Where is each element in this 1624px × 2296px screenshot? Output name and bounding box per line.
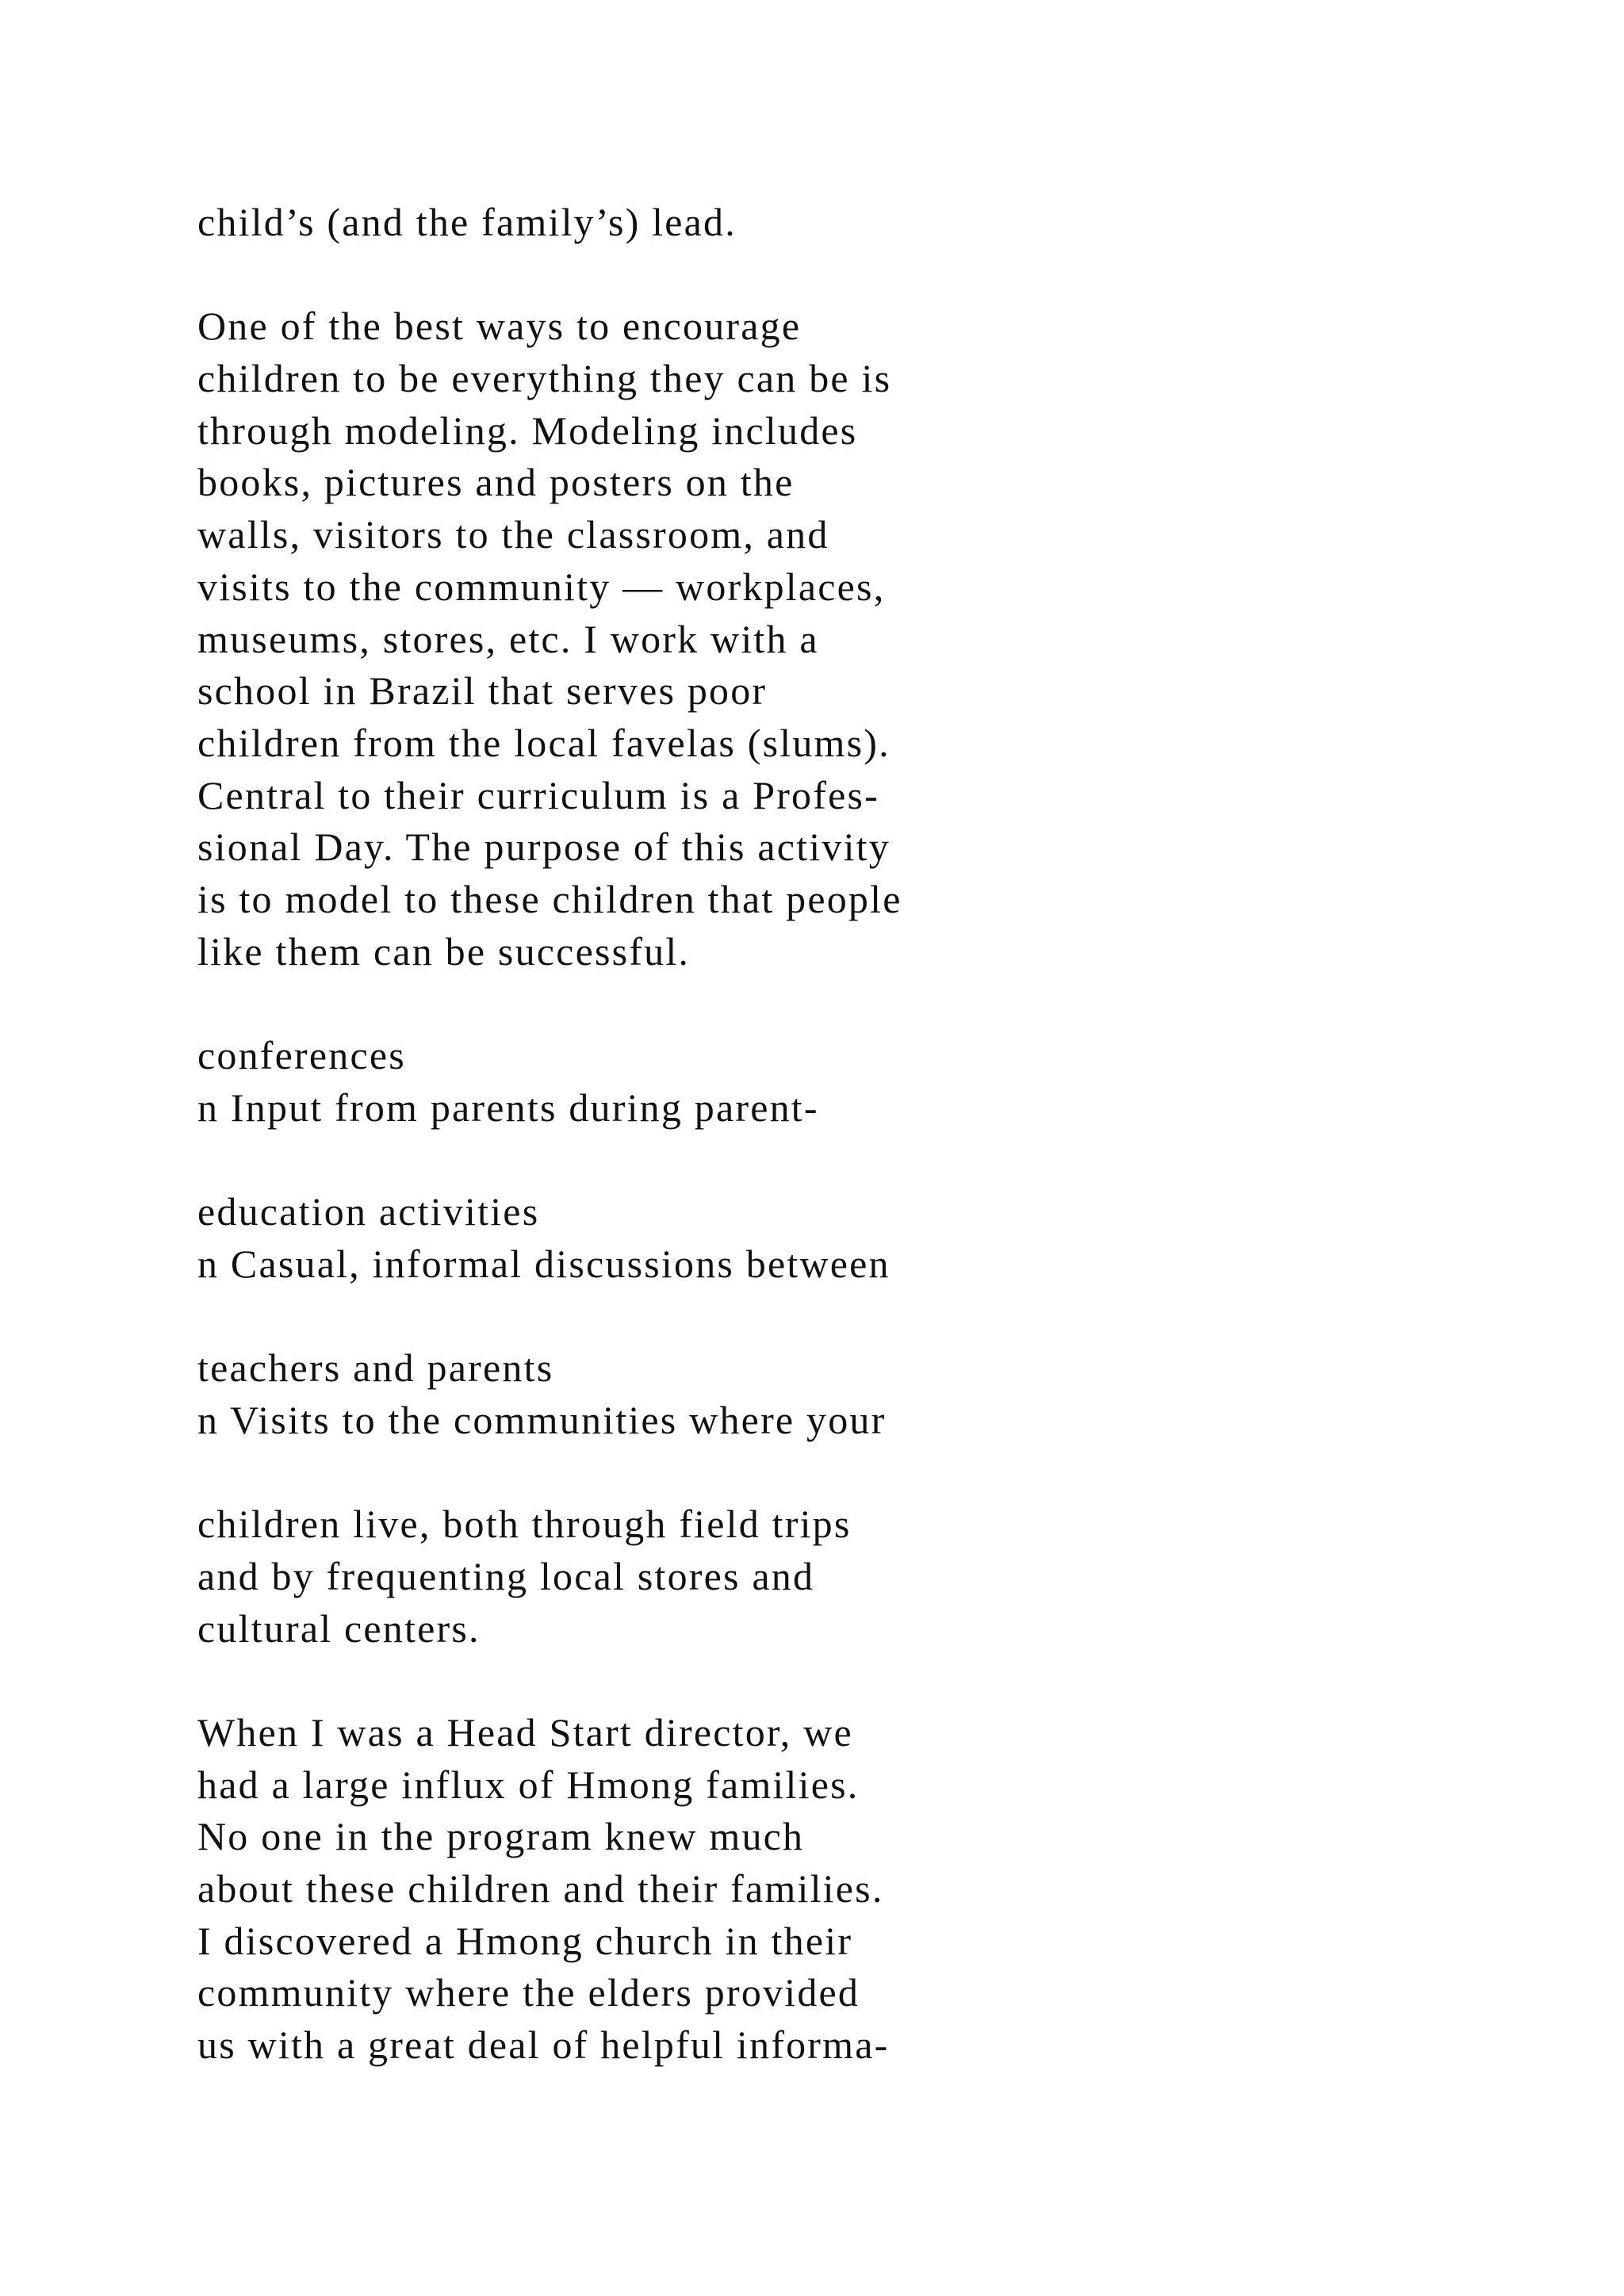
text-line: school in Brazil that serves poor [197, 668, 768, 714]
text-line: and by frequenting local stores and [197, 1553, 815, 1598]
text-line: visits to the community — workplaces, [197, 564, 886, 609]
list-item: n Input from parents during parent- [197, 1085, 819, 1130]
blank-line [197, 1134, 1545, 1186]
text-line: cultural centers. [197, 1605, 481, 1651]
text-line: community where the elders provided [197, 1970, 860, 2015]
text-line: about these children and their families. [197, 1866, 884, 1911]
list-item: n Casual, informal discussions between [197, 1241, 891, 1286]
text-line: had a large influx of Hmong families. [197, 1762, 860, 1807]
body-text [197, 197, 1545, 2072]
text-line: children from the local favelas (slums). [197, 720, 891, 765]
list-item: n Visits to the communities where your [197, 1397, 887, 1442]
text-line: child’s (and the family’s) lead. [197, 200, 737, 244]
text-line: children live, both through field trips [197, 1502, 852, 1547]
text-line: through modeling. Modeling includes [197, 408, 858, 453]
blank-line [197, 978, 1545, 1030]
text-line: teachers and parents [197, 1345, 554, 1391]
text-line: I discovered a Hmong church in their [197, 1918, 853, 1963]
text-line: One of the best ways to encourage [197, 304, 802, 349]
text-line: conferences [197, 1033, 406, 1077]
text-line: children to be everything they can be is [197, 356, 892, 401]
text-line: walls, visitors to the classroom, and [197, 512, 829, 557]
text-line: No one in the program knew much [197, 1814, 805, 1859]
text-line: is to model to these children that people [197, 876, 902, 921]
blank-line [197, 1447, 1545, 1499]
blank-line [197, 1290, 1545, 1342]
text-line: When I was a Head Start director, we [197, 1709, 853, 1755]
text-line: sional Day. The purpose of this activity [197, 825, 891, 870]
blank-line [197, 1655, 1545, 1707]
text-line: us with a great deal of helpful informa- [197, 2022, 890, 2068]
text-line: books, pictures and posters on the [197, 460, 795, 505]
text-line: museums, stores, etc. I work with a [197, 616, 819, 661]
blank-line [197, 249, 1545, 301]
text-line: Central to their curriculum is a Profes- [197, 772, 879, 817]
text-line: like them can be successful. [197, 928, 691, 974]
text-line: education activities [197, 1189, 540, 1234]
